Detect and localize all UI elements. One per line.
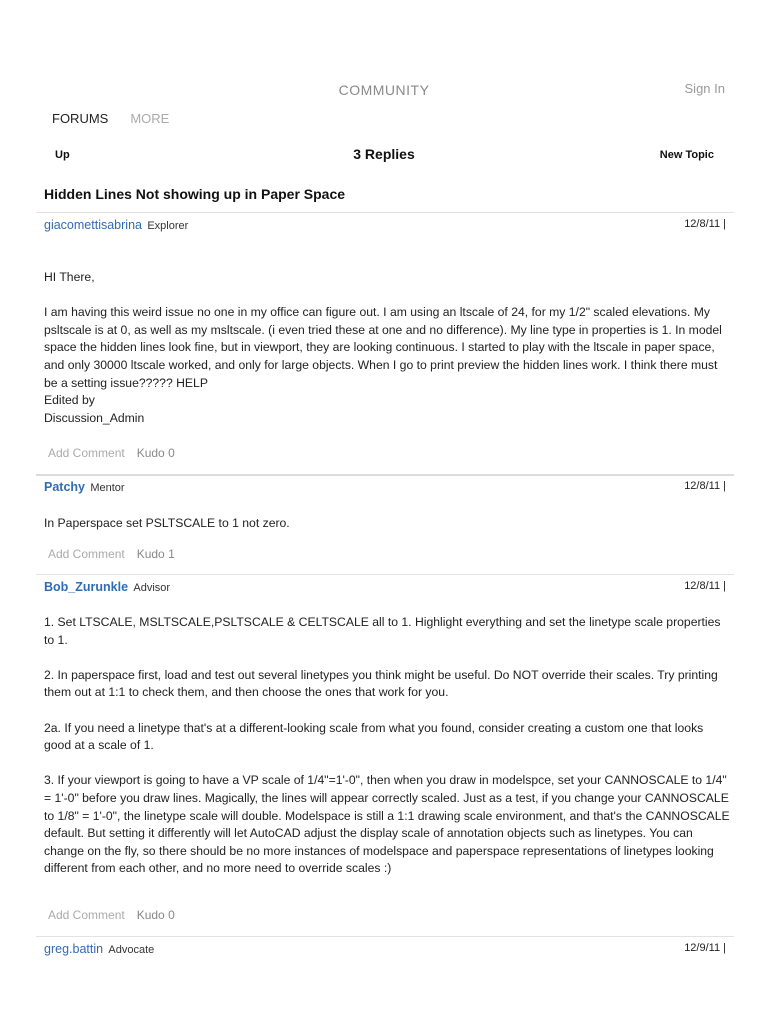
divider: [36, 474, 734, 476]
author-row: [44, 580, 726, 594]
edited-by-label: Edited by: [44, 393, 95, 408]
post-paragraph: 2a. If you need a linetype that's at a different-looking scale from what you found, consider creating a custom one that looks good at a scale of 1.: [44, 720, 704, 753]
author-row: [44, 942, 726, 956]
author-rank: Advisor: [133, 582, 171, 594]
author-rank: Mentor: [90, 482, 125, 494]
post-actions: [48, 446, 175, 460]
author-rank: Advocate: [108, 944, 155, 956]
post-actions: [48, 908, 175, 922]
post-date: 12/8/11 |: [684, 480, 726, 492]
post-paragraph: I am having this weird issue no one in my office can figure out. I am using an ltscale of 24, for my 1/2" scaled elevations. My psltscale is at 0, as well as my msltscale. (i even tried these at one and no difference). My line type in properties is 1. In model space the hidden lines look fine, but in viewport, they are looking continuous. I started to play with the ltscale in paper space, and only 30000 ltscale worked, and only for large objects. When I go to print preview the hidden lines work. I think there must be a setting issue????? HELP: [44, 305, 722, 390]
post-date: 12/8/11 |: [684, 218, 726, 230]
topic-bar: [0, 145, 768, 167]
replies-count: 3 Replies: [353, 146, 415, 162]
post-paragraph: 3. If your viewport is going to have a VP scale of 1/4"=1'-0", then when you draw in modelspce, set your CANNOSCALE to 1/4" = 1'-0" before you draw lines. Magically, the lines will appear correctly scaled. Just as a test, if you change your CANNOSCALE to 1/8" = 1'-0", the linetype scale will double. Modelspace is still a 1:1 drawing scale environment, and that's the CANNOSCALE default. But setting it differently will let AutoCAD adjust the display scale of annotation objects such as linetypes. You can change on the fly, so there should be no more instances of modelspace and paperspace representations of linetypes looking different from each other, and no more need to override scales :): [44, 773, 730, 876]
author-rank: Explorer: [147, 220, 189, 232]
divider: [36, 574, 734, 575]
add-comment-button[interactable]: Add Comment: [48, 446, 125, 460]
post-body: [44, 515, 730, 533]
author-link[interactable]: giacomettisabrina: [44, 218, 142, 232]
kudo-button[interactable]: Kudo 0: [136, 908, 175, 922]
up-button[interactable]: Up: [55, 149, 70, 161]
post-actions: [48, 547, 175, 561]
new-topic-button[interactable]: New Topic: [659, 149, 714, 161]
sign-in-link[interactable]: Sign In: [684, 81, 725, 96]
post-paragraph: In Paperspace set PSLTSCALE to 1 not zero.: [44, 516, 290, 530]
author-link[interactable]: greg.battin: [44, 942, 104, 956]
post-body: [44, 269, 730, 427]
author-link[interactable]: Bob_Zurunkle: [44, 580, 129, 594]
community-title[interactable]: COMMUNITY: [338, 82, 430, 98]
post-body: [44, 614, 730, 878]
add-comment-button[interactable]: Add Comment: [48, 547, 125, 561]
author-row: [44, 480, 726, 494]
post-paragraph: 1. Set LTSCALE, MSLTSCALE,PSLTSCALE & CELTSCALE all to 1. Highlight everything and set the linetype scale properties to 1.: [44, 615, 721, 647]
kudo-button[interactable]: Kudo 0: [136, 446, 175, 460]
top-header: [0, 0, 768, 100]
post-paragraph: HI There,: [44, 270, 95, 284]
divider: [36, 212, 734, 213]
kudo-button[interactable]: Kudo 1: [136, 547, 175, 561]
divider: [36, 936, 734, 937]
author-row: [44, 218, 726, 232]
author-link[interactable]: Patchy: [44, 480, 85, 494]
thread-title: Hidden Lines Not showing up in Paper Space: [44, 186, 346, 202]
tab-more[interactable]: MORE: [130, 111, 170, 126]
post-date: 12/9/11 |: [684, 942, 726, 954]
tab-forums[interactable]: FORUMS: [52, 111, 109, 126]
add-comment-button[interactable]: Add Comment: [48, 908, 125, 922]
post-date: 12/8/11 |: [684, 580, 726, 592]
nav-tabs: [52, 111, 169, 126]
post-paragraph: 2. In paperspace first, load and test out several linetypes you think might be useful. Do NOT override their scales. Try printing them out at 1:1 to check them, and then choose the ones that work for you.: [44, 667, 718, 700]
edited-by-user: Discussion_Admin: [44, 410, 145, 425]
